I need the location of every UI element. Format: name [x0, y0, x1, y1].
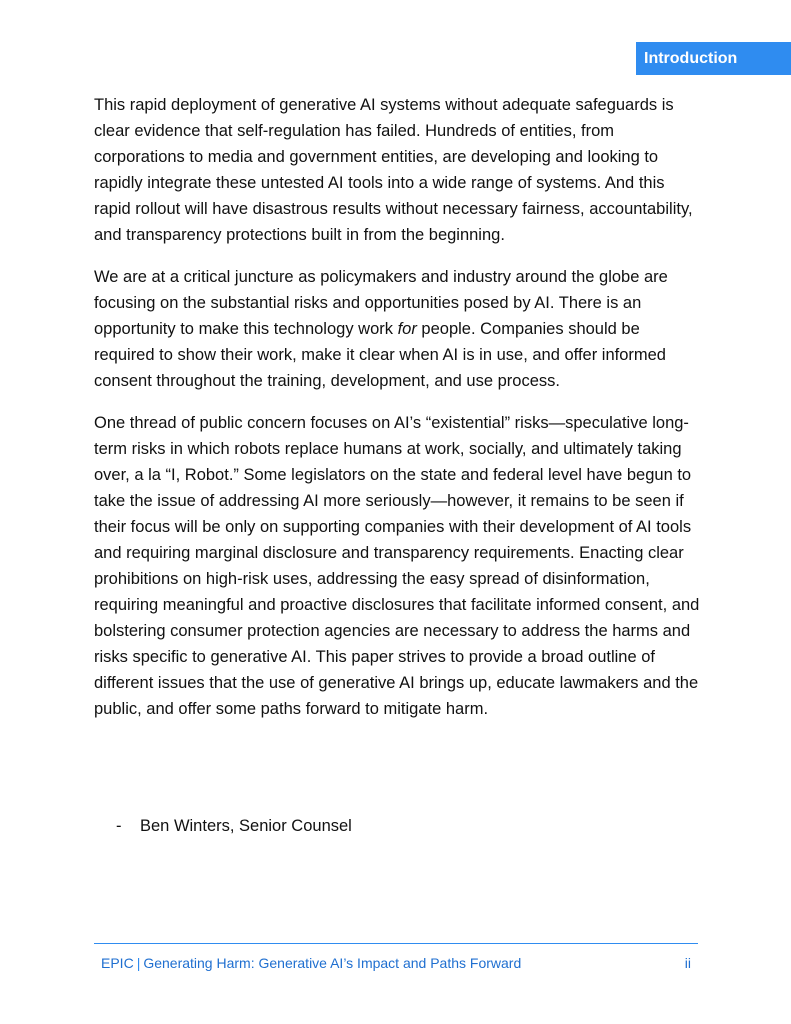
page-number: ii	[684, 955, 691, 971]
paragraph-2-emphasis: for	[397, 320, 417, 338]
signature-line	[116, 813, 352, 839]
footer-divider	[94, 943, 698, 944]
body-content	[94, 92, 704, 738]
paragraph-2-text-end: people. Companies should be required to show their work, make it clear when AI is in use, and offer informed consent throughout the training, development, and use process.	[94, 320, 666, 390]
section-tab	[636, 42, 791, 75]
paragraph-1: This rapid deployment of generative AI systems without adequate safeguards is clear evidence that self-regulation has failed. Hundreds of entities, from corporations to media and government entities, are developing and looking to rapidly integrate these untested AI tools into a wide range of systems. And this rapid rollout will have disastrous results without necessary fairness, accountability, and transparency protections built in from the beginning.	[94, 96, 693, 244]
section-label: Introduction	[644, 50, 738, 67]
paragraph-2-text-start: We are at a critical juncture as policymakers and industry around the globe are focusing on the substantial risks and opportunities posed by AI. There is an opportunity to make this technology work	[94, 268, 668, 338]
footer-org: EPIC	[101, 955, 134, 971]
signature-text: Ben Winters, Senior Counsel	[140, 817, 352, 835]
paragraph-2	[94, 264, 704, 394]
footer-separator: |	[136, 955, 141, 971]
page-footer	[101, 953, 691, 973]
footer-title: Generating Harm: Generative AI’s Impact and Paths Forward	[143, 955, 522, 971]
paragraph-3: One thread of public concern focuses on AI’s “existential” risks—speculative long-term risks in which robots replace humans at work, socially, and ultimately taking over, a la “I, Robot.” Some legislators on the state and federal level have begun to take the issue of addressing AI more seriously—however, it remains to be seen if their focus will be only on supporting companies with their development of AI tools and requiring marginal disclosure and transparency requirements. Enacting clear prohibitions on high-risk uses, addressing the easy spread of disinformation, requiring meaningful and proactive disclosures that facilitate informed consent, and bolstering consumer protection agencies are necessary to address the harms and risks specific to generative AI. This paper strives to provide a broad outline of different issues that the use of generative AI brings up, educate lawmakers and the public, and offer some paths forward to mitigate harm.	[94, 414, 700, 718]
signature-dash: -	[116, 817, 122, 835]
